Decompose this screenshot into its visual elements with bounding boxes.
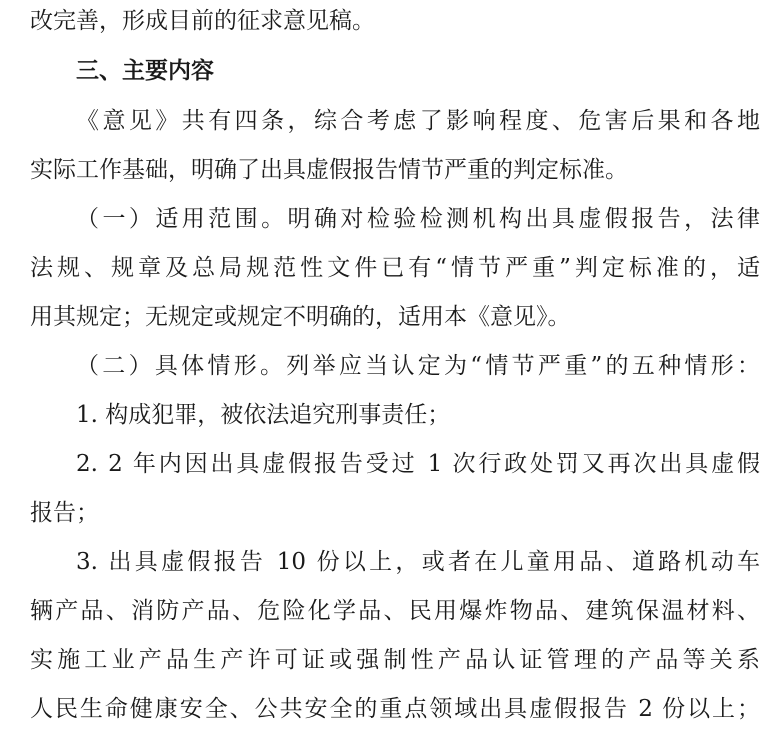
paragraph-line: 《意见》共有四条，综合考虑了影响程度、危害后果和各地	[76, 108, 760, 134]
list-item-continuation: 人民生命健康安全、公共安全的重点领域出具虚假报告 2 份以上；	[30, 696, 760, 722]
section-heading: 三、主要内容	[76, 58, 214, 84]
list-item-continuation: 辆产品、消防产品、危险化学品、民用爆炸物品、建筑保温材料、	[30, 598, 760, 624]
list-item: 1. 构成犯罪，被依法追究刑事责任；	[76, 402, 451, 428]
list-item: 2. 2 年内因出具虚假报告受过 1 次行政处罚又再次出具虚假	[76, 451, 760, 477]
list-item-continuation: 报告；	[30, 500, 99, 526]
paragraph-line: 法规、规章及总局规范性文件已有“情节严重”判定标准的，适	[30, 255, 760, 281]
paragraph-line: （二）具体情形。列举应当认定为“情节严重”的五种情形：	[76, 353, 760, 379]
paragraph-line: 实际工作基础，明确了出具虚假报告情节严重的判定标准。	[30, 157, 628, 183]
paragraph-line: 改完善，形成目前的征求意见稿。	[30, 8, 375, 34]
list-item-continuation: 实施工业产品生产许可证或强制性产品认证管理的产品等关系	[30, 647, 760, 673]
list-item: 3. 出具虚假报告 10 份以上，或者在儿童用品、道路机动车	[76, 549, 760, 575]
paragraph-line: （一）适用范围。明确对检验检测机构出具虚假报告，法律	[76, 206, 760, 232]
paragraph-line: 用其规定；无规定或规定不明确的，适用本《意见》。	[30, 304, 571, 330]
